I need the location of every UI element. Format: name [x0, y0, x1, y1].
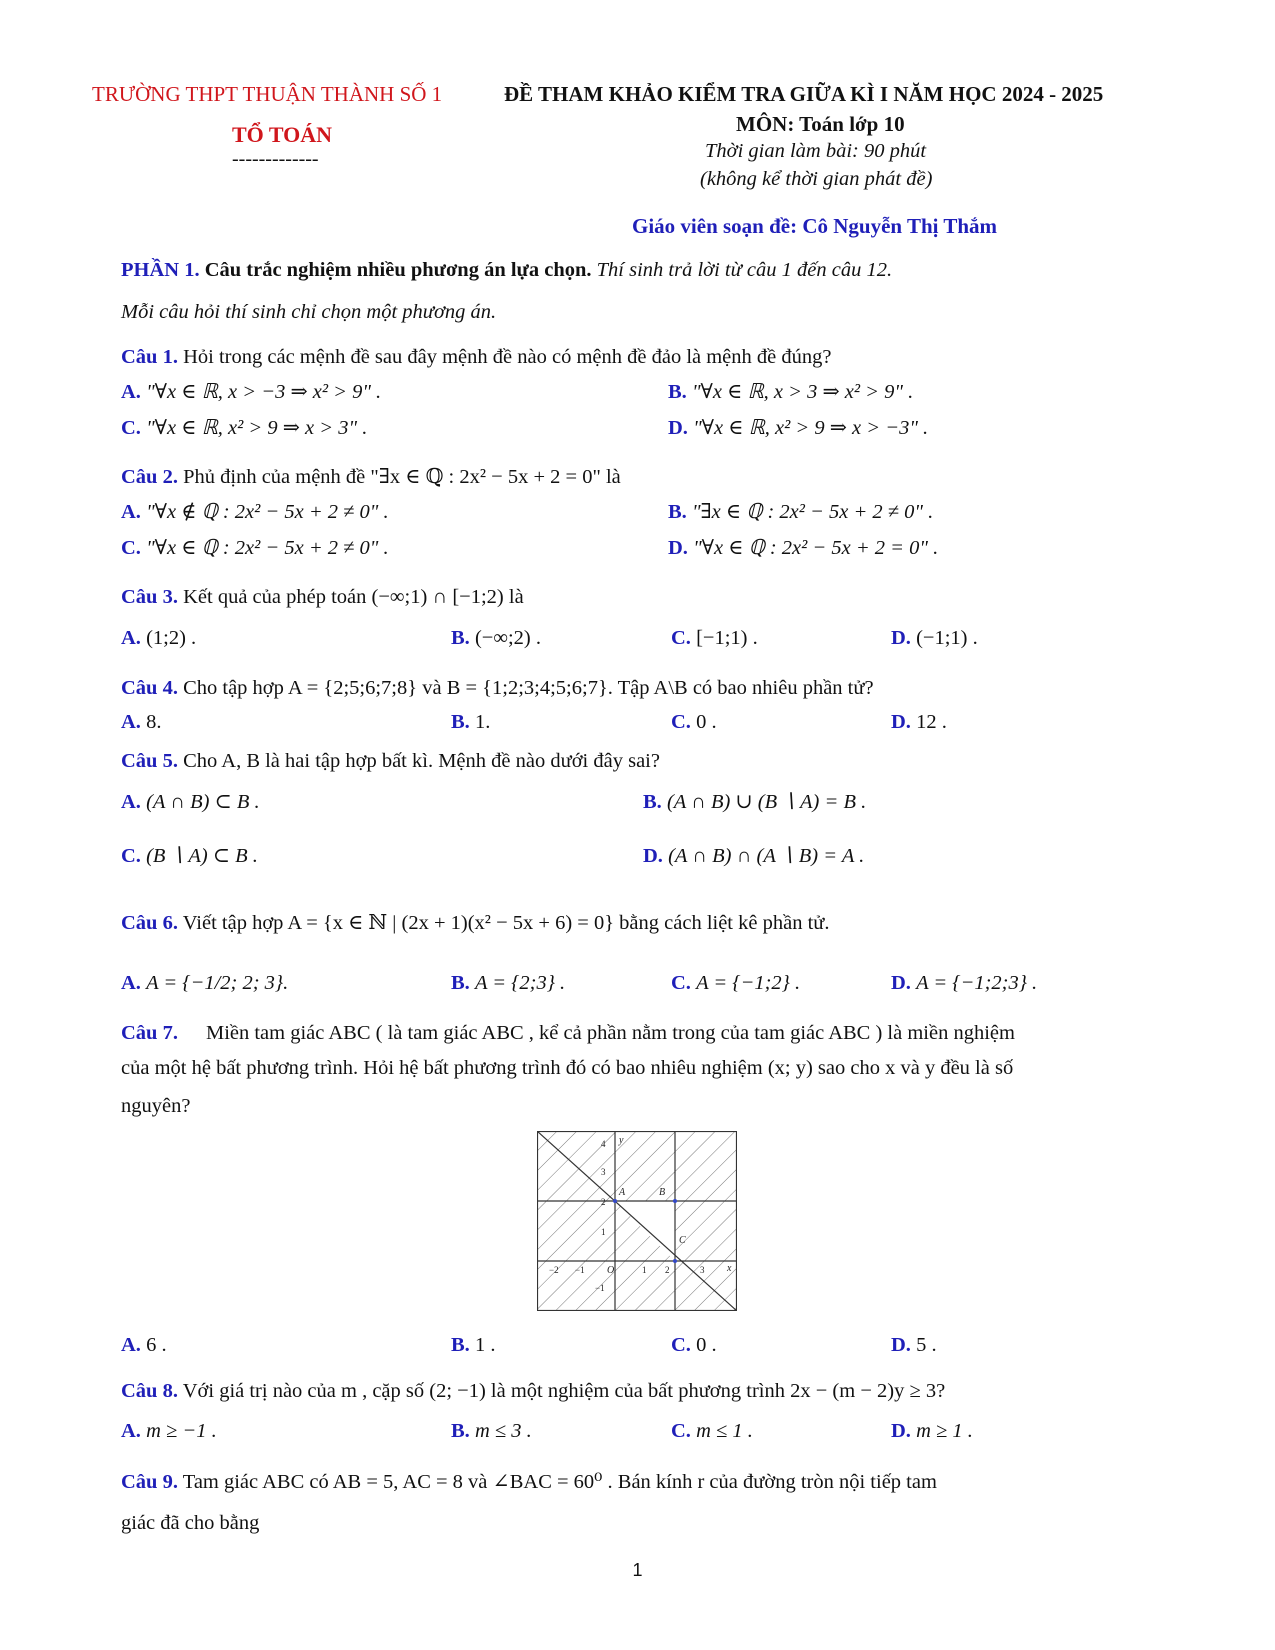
q3-option-d[interactable]: D. (−1;1) .: [891, 627, 978, 649]
exam-time-note: (không kể thời gian phát đề): [700, 168, 933, 190]
label-c: C: [679, 1235, 686, 1246]
tick-y-2: 2: [601, 1197, 606, 1207]
label-a: A: [619, 1187, 626, 1198]
tick-x-m1: −1: [575, 1265, 585, 1275]
subject: MÔN: Toán lớp 10: [736, 112, 905, 136]
tick-y-1: 1: [601, 1227, 606, 1237]
tick-y-m1: −1: [595, 1283, 605, 1293]
q8-option-d[interactable]: D. m ≥ 1 .: [891, 1420, 973, 1442]
question-2: Câu 2. Phủ định của mệnh đề "∃x ∈ ℚ : 2x² − 5x + 2 = 0" là: [121, 466, 621, 488]
exam-title: ĐỀ THAM KHẢO KIỂM TRA GIỮA KÌ I NĂM HỌC 2024 - 2025: [504, 82, 1104, 106]
q5-option-d[interactable]: D. (A ∩ B) ∩ (A ∖ B) = A .: [643, 845, 865, 867]
tick-x-2: 2: [665, 1265, 670, 1275]
q4-option-c[interactable]: C. 0 .: [671, 711, 717, 733]
question-3: Câu 3. Kết quả của phép toán (−∞;1) ∩ [−1;2) là: [121, 586, 524, 608]
q2-option-a[interactable]: A. "∀x ∉ ℚ : 2x² − 5x + 2 ≠ 0" .: [121, 501, 389, 523]
question-6: Câu 6. Viết tập hợp A = {x ∈ ℕ | (2x + 1)(x² − 5x + 6) = 0} bằng cách liệt kê phần tử.: [121, 912, 830, 934]
tick-x-3: 3: [700, 1265, 705, 1275]
q3-option-c[interactable]: C. [−1;1) .: [671, 627, 758, 649]
question-9-line2: giác đã cho bằng: [121, 1512, 260, 1534]
q1-option-a[interactable]: A. "∀x ∈ ℝ, x > −3 ⇒ x² > 9" .: [121, 381, 382, 403]
q7-option-d[interactable]: D. 5 .: [891, 1334, 937, 1356]
q7-option-c[interactable]: C. 0 .: [671, 1334, 717, 1356]
question-4: Câu 4. Cho tập hợp A = {2;5;6;7;8} và B = {1;2;3;4;5;6;7}. Tập A\B có bao nhiêu phần tử?: [121, 677, 874, 699]
q8-option-b[interactable]: B. m ≤ 3 .: [451, 1420, 532, 1442]
part1-instruction: Mỗi câu hỏi thí sinh chỉ chọn một phương án.: [121, 301, 497, 323]
q6-option-a[interactable]: A. A = {−1/2; 2; 3}.: [121, 972, 289, 994]
q7-option-b[interactable]: B. 1 .: [451, 1334, 496, 1356]
school-name: TRƯỜNG THPT THUẬN THÀNH SỐ 1: [92, 82, 443, 106]
q2-option-d[interactable]: D. "∀x ∈ ℚ : 2x² − 5x + 2 = 0" .: [668, 537, 939, 559]
q3-option-b[interactable]: B. (−∞;2) .: [451, 627, 541, 649]
part1-heading: PHẦN 1. Câu trắc nghiệm nhiều phương án lựa chọn. Thí sinh trả lời từ câu 1 đến câu 12.: [121, 259, 893, 281]
q1-option-c[interactable]: C. "∀x ∈ ℝ, x² > 9 ⇒ x > 3" .: [121, 417, 368, 439]
question-1: Câu 1. Hỏi trong các mệnh đề sau đây mệnh đề nào có mệnh đề đảo là mệnh đề đúng?: [121, 346, 832, 368]
q8-option-c[interactable]: C. m ≤ 1 .: [671, 1420, 753, 1442]
teacher-credit: Giáo viên soạn đề: Cô Nguyễn Thị Thắm: [632, 214, 998, 238]
q5-option-c[interactable]: C. (B ∖ A) ⊂ B .: [121, 845, 258, 867]
q1-option-b[interactable]: B. "∀x ∈ ℝ, x > 3 ⇒ x² > 9" .: [668, 381, 914, 403]
point-c: [673, 1259, 677, 1263]
exam-time: Thời gian làm bài: 90 phút: [705, 140, 927, 162]
tick-x-1: 1: [642, 1265, 647, 1275]
q2-option-c[interactable]: C. "∀x ∈ ℚ : 2x² − 5x + 2 ≠ 0" .: [121, 537, 389, 559]
q6-option-d[interactable]: D. A = {−1;2;3} .: [891, 972, 1038, 994]
point-b: [673, 1199, 677, 1203]
label-y-axis: y: [619, 1135, 624, 1146]
q4-option-b[interactable]: B. 1.: [451, 711, 491, 733]
q5-option-b[interactable]: B. (A ∩ B) ∪ (B ∖ A) = B .: [643, 791, 867, 813]
q6-option-c[interactable]: C. A = {−1;2} .: [671, 972, 801, 994]
tick-y-4: 4: [601, 1139, 606, 1149]
triangle-graph: [537, 1131, 737, 1311]
q2-option-b[interactable]: B. "∃x ∈ ℚ : 2x² − 5x + 2 ≠ 0" .: [668, 501, 934, 523]
question-7: Câu 7. Miền tam giác ABC ( là tam giác ABC , kể cả phần nằm trong của tam giác ABC ) là miền nghiệm: [121, 1022, 1015, 1044]
label-b: B: [659, 1187, 666, 1198]
q1-option-d[interactable]: D. "∀x ∈ ℝ, x² > 9 ⇒ x > −3" .: [668, 417, 929, 439]
department: TỔ TOÁN: [232, 122, 333, 147]
q4-option-d[interactable]: D. 12 .: [891, 711, 947, 733]
question-9: Câu 9. Tam giác ABC có AB = 5, AC = 8 và ∠BAC = 60⁰ . Bán kính r của đường tròn nội tiếp tam: [121, 1471, 937, 1493]
header-dashes: -------------: [232, 148, 319, 170]
q6-option-b[interactable]: B. A = {2;3} .: [451, 972, 566, 994]
question-5: Câu 5. Cho A, B là hai tập hợp bất kì. Mệnh đề nào dưới đây sai?: [121, 750, 660, 772]
label-origin: O: [607, 1265, 615, 1276]
question-7-line3: nguyên?: [121, 1095, 191, 1117]
label-x-axis: x: [727, 1263, 732, 1274]
q4-option-a[interactable]: A. 8.: [121, 711, 162, 733]
point-a: [613, 1199, 617, 1203]
q7-option-a[interactable]: A. 6 .: [121, 1334, 167, 1356]
question-8: Câu 8. Với giá trị nào của m , cặp số (2; −1) là một nghiệm của bất phương trình 2x − (m − 2)y ≥ 3?: [121, 1380, 946, 1402]
question-7-line2: của một hệ bất phương trình. Hỏi hệ bất phương trình đó có bao nhiêu nghiệm (x; y) sao cho x và y đều là số: [121, 1057, 1014, 1079]
q3-option-a[interactable]: A. (1;2) .: [121, 627, 197, 649]
tick-y-3: 3: [601, 1167, 606, 1177]
q5-option-a[interactable]: A. (A ∩ B) ⊂ B .: [121, 791, 260, 813]
q8-option-a[interactable]: A. m ≥ −1 .: [121, 1420, 217, 1442]
page-number: 1: [632, 1560, 643, 1580]
tick-x-m2: −2: [549, 1265, 559, 1275]
